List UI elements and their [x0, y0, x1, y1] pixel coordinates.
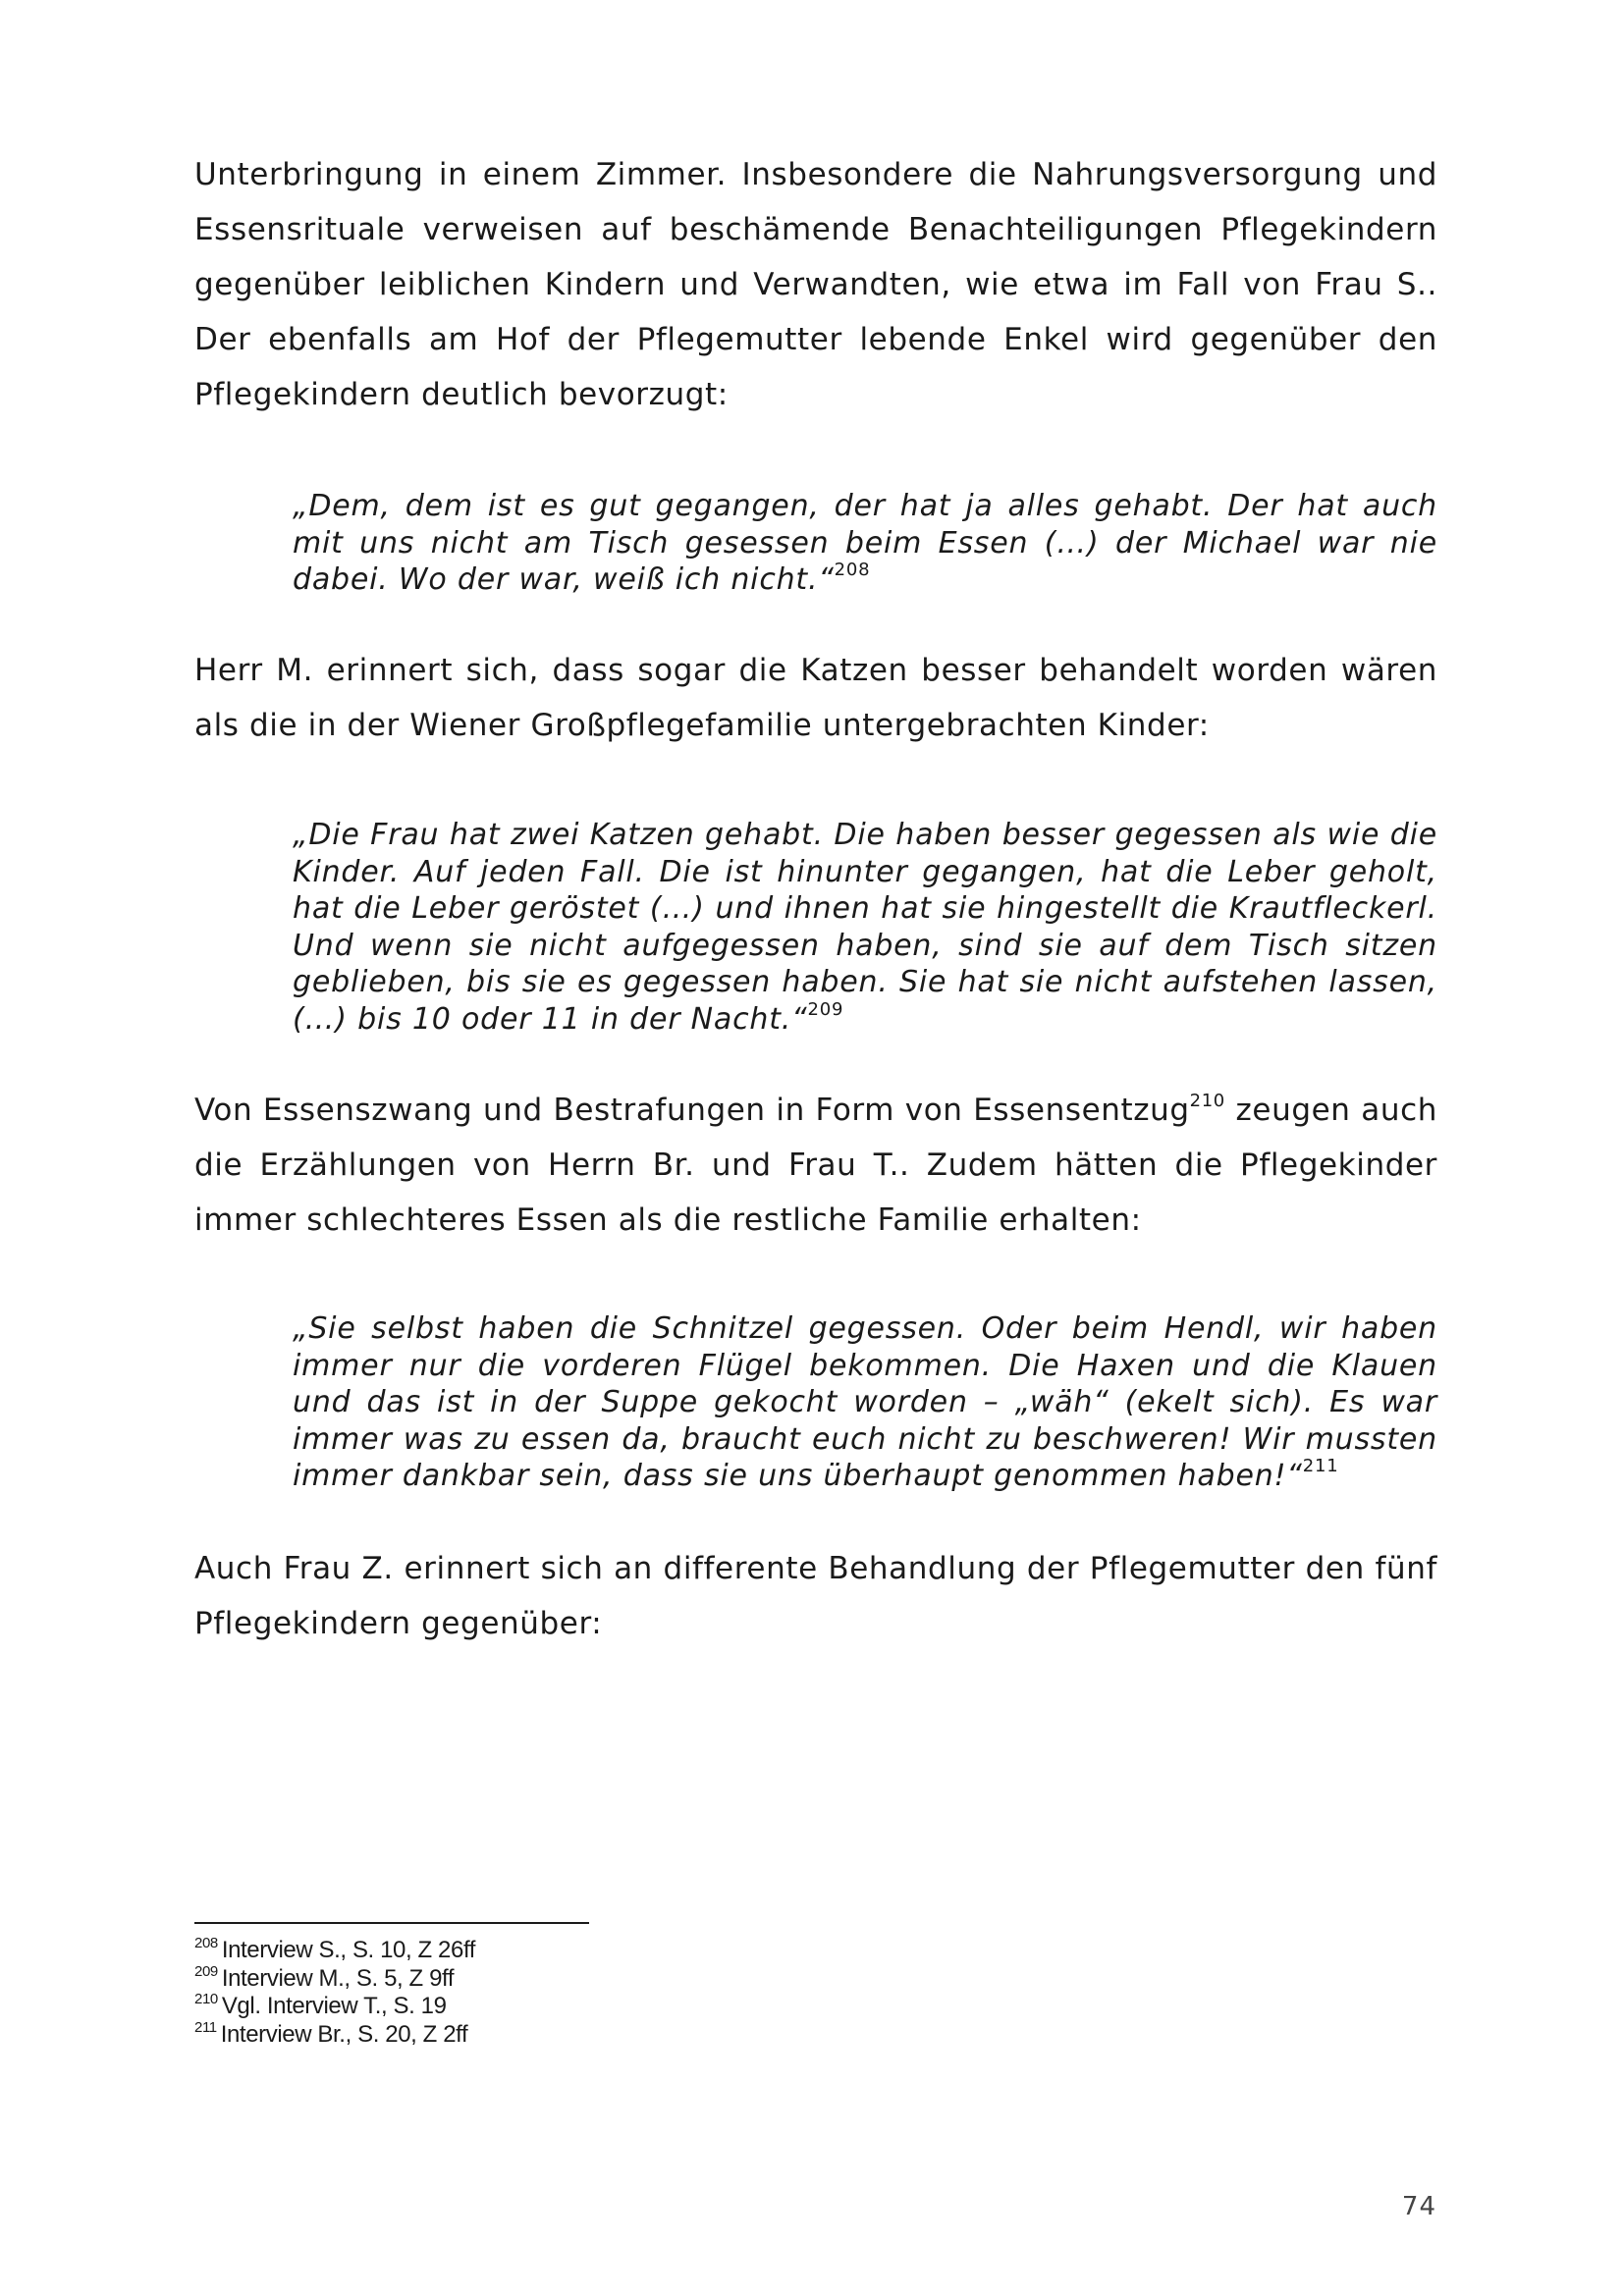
footnote-number: 209	[194, 1962, 218, 1980]
body-paragraph-3	[194, 1083, 1437, 1248]
block-quote-1-text: „Dem, dem ist es gut gegangen, der hat ja alles gehabt. Der hat auch mit uns nicht am Tisch gesessen beim Essen (…) der Michael war nie dabei. Wo der war, weiß ich nicht.“	[293, 489, 1437, 597]
block-quote-3	[293, 1310, 1437, 1495]
footnote-number: 210	[194, 1991, 218, 2007]
body-paragraph-1-text: Unterbringung in einem Zimmer. Insbesondere die Nahrungsversorgung und Essensrituale verweisen auf beschämende Benachteiligungen Pflegekindern gegenüber leiblichen Kindern und Verwandten, wie etwa im Fall von Frau S.. Der ebenfalls am Hof der Pflegemutter lebende Enkel wird gegenüber den Pflegekindern deutlich bevorzugt:	[194, 157, 1437, 412]
footnote-item	[194, 1962, 475, 1994]
body-paragraph-1	[194, 147, 1437, 422]
block-quote-1	[293, 488, 1437, 599]
body-paragraph-3-text-a: Von Essenszwang und Bestrafungen in Form von Essensentzug	[194, 1093, 1190, 1128]
footnote-text: Interview Br., S. 20, Z 2ff	[220, 2020, 468, 2048]
footnote-number: 211	[194, 2018, 217, 2036]
body-paragraph-2	[194, 643, 1437, 753]
footnote-ref-209[interactable]: 209	[807, 998, 844, 1020]
footnote-ref-210[interactable]: 210	[1189, 1091, 1225, 1111]
block-quote-3-text: „Sie selbst haben die Schnitzel gegessen. Oder beim Hendl, wir haben immer nur die vorderen Flügel bekommen. Die Haxen und die Klauen und das ist in der Suppe gekocht worden – „wäh“ (ekelt sich). Es war immer was zu essen da, braucht euch nicht zu beschweren! Wir mussten immer dankbar sein, dass sie uns überhaupt genommen haben!“	[293, 1311, 1437, 1493]
footnote-item	[194, 1937, 475, 1965]
body-paragraph-3-text-b: zeugen auch die Erzählungen von Herrn Br. und Frau T.. Zudem hätten die Pflegekinder immer schlechteres Essen als die restliche Familie erhalten:	[194, 1093, 1437, 1238]
block-quote-2-text: „Die Frau hat zwei Katzen gehabt. Die haben besser gegessen als wie die Kinder. Auf jeden Fall. Die ist hinunter gegangen, hat die Leber geholt, hat die Leber geröstet (…) und ihnen hat sie hingestellt die Krautfleckerl. Und wenn sie nicht aufgegessen haben, sind sie auf dem Tisch sitzen geblieben, bis sie es gegessen haben. Sie hat sie nicht aufstehen lassen, (…) bis 10 oder 11 in der Nacht.“	[293, 818, 1437, 1037]
footnote-list	[194, 1937, 475, 2049]
footnote-number: 208	[194, 1935, 218, 1951]
footnote-ref-208[interactable]: 208	[834, 560, 871, 580]
footnote-text: Interview M., S. 5, Z 9ff	[221, 1964, 455, 1992]
body-paragraph-4	[194, 1541, 1437, 1651]
footnote-item	[194, 1993, 475, 2021]
footnote-separator	[194, 1922, 589, 1924]
page-number: 74	[1401, 2192, 1436, 2221]
footnote-text: Interview S., S. 10, Z 26ff	[221, 1937, 476, 1963]
footnote-item	[194, 2018, 475, 2050]
block-quote-2	[293, 817, 1437, 1038]
body-paragraph-4-text: Auch Frau Z. erinnert sich an differente Behandlung der Pflegemutter den fünf Pflegekindern gegenüber:	[194, 1551, 1437, 1641]
footnote-text: Vgl. Interview T., S. 19	[221, 1993, 447, 2019]
footnote-ref-211[interactable]: 211	[1302, 1456, 1339, 1476]
body-paragraph-2-text: Herr M. erinnert sich, dass sogar die Katzen besser behandelt worden wären als die in der Wiener Großpflegefamilie untergebrachten Kinder:	[194, 653, 1437, 743]
